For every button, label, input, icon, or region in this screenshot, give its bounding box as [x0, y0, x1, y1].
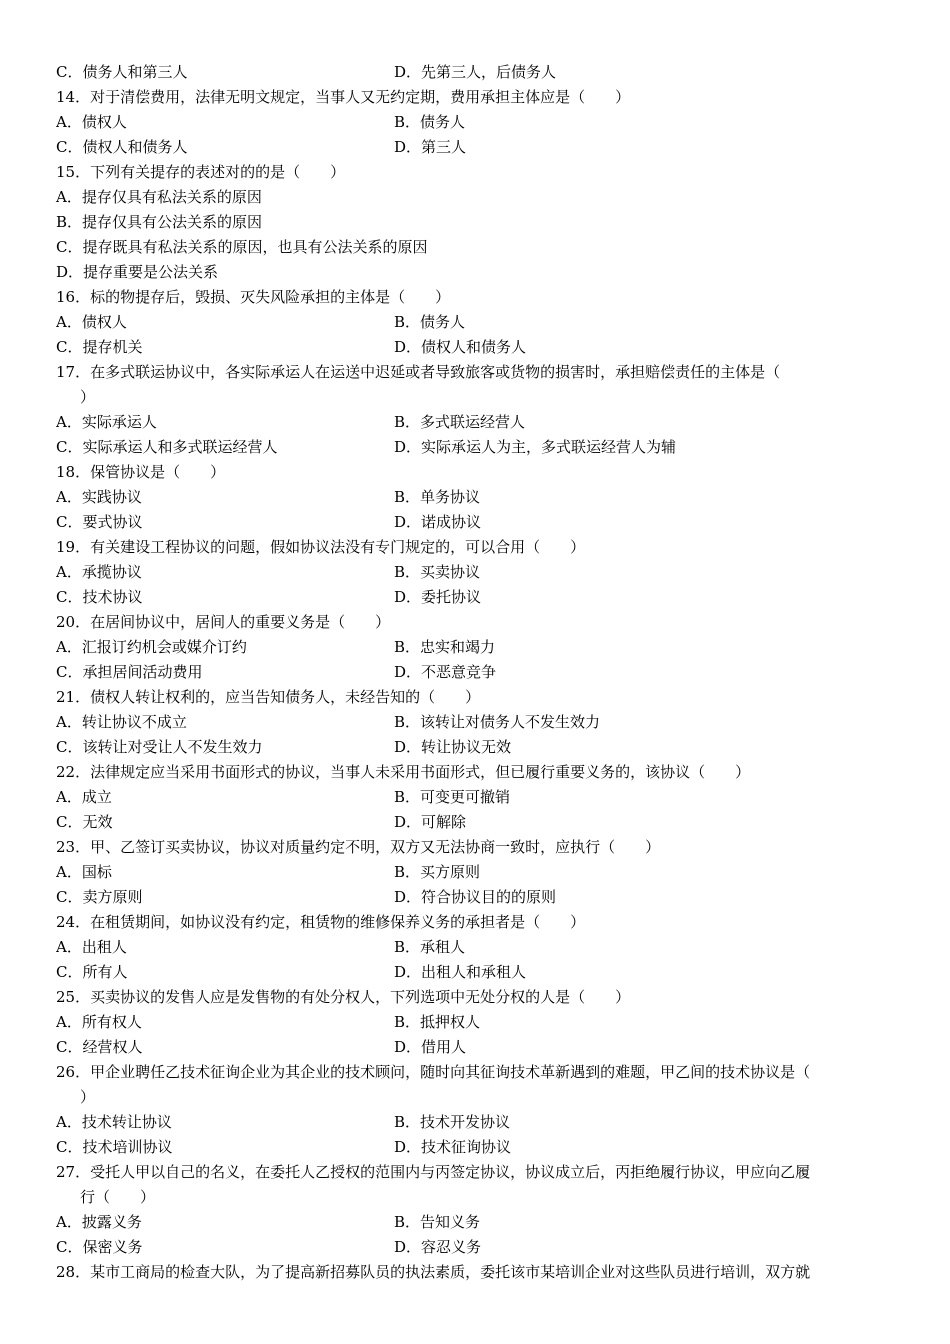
option-left: A．承揽协议 — [56, 563, 142, 581]
options-row — [56, 660, 896, 685]
question-continuation: ） — [80, 388, 96, 406]
options-row — [56, 935, 896, 960]
option-right: D．不恶意竞争 — [394, 663, 497, 681]
option-left: C．经营权人 — [56, 1038, 143, 1056]
question-text: 18．保管协议是（ ） — [56, 463, 226, 481]
options-row — [56, 135, 896, 160]
option-left: A．实际承运人 — [56, 413, 157, 431]
options-row — [56, 1035, 896, 1060]
question-text: 22．法律规定应当采用书面形式的协议，当事人未采用书面形式，但已履行重要义务的，该协议（ ） — [56, 763, 751, 781]
option-left: C．提存机关 — [56, 338, 143, 356]
question-text: 14．对于清偿费用，法律无明文规定，当事人又无约定期，费用承担主体应是（ ） — [56, 88, 631, 106]
option-right: D．债权人和债务人 — [394, 338, 527, 356]
options-row — [56, 1010, 896, 1035]
option-full: D．提存重要是公法关系 — [56, 263, 219, 281]
option-right: B．债务人 — [394, 113, 466, 131]
option-left: C．承担居间活动费用 — [56, 663, 203, 681]
option-right: B．多式联运经营人 — [394, 413, 526, 431]
exam-page — [56, 60, 896, 1285]
option-left: C．保密义务 — [56, 1238, 143, 1256]
question-text: 25．买卖协议的发售人应是发售物的有处分权人，下列选项中无处分权的人是（ ） — [56, 988, 631, 1006]
option-right: D．转让协议无效 — [394, 738, 512, 756]
option-right: D．诺成协议 — [394, 513, 482, 531]
option-right: B．抵押权人 — [394, 1013, 481, 1031]
question-text: 24．在租赁期间，如协议没有约定，租赁物的维修保养义务的承担者是（ ） — [56, 913, 586, 931]
options-row — [56, 810, 896, 835]
option-right: B．买方原则 — [394, 863, 481, 881]
options-row — [56, 885, 896, 910]
option-left: A．披露义务 — [56, 1213, 142, 1231]
option-left: A．实践协议 — [56, 488, 142, 506]
option-left: C．卖方原则 — [56, 888, 143, 906]
option-right: D．实际承运人为主，多式联运经营人为辅 — [394, 438, 677, 456]
option-left: C．所有人 — [56, 963, 128, 981]
option-left: C．无效 — [56, 813, 113, 831]
option-right: B．债务人 — [394, 313, 466, 331]
option-right: D．第三人 — [394, 138, 467, 156]
option-left: A．技术转让协议 — [56, 1113, 172, 1131]
options-row — [56, 110, 896, 135]
option-left: C．债务人和第三人 — [56, 63, 188, 81]
option-right: D．符合协议目的的原则 — [394, 888, 557, 906]
options-row — [56, 710, 896, 735]
option-left: A．成立 — [56, 788, 112, 806]
option-left: C．债权人和债务人 — [56, 138, 188, 156]
question-text: 16．标的物提存后，毁损、灭失风险承担的主体是（ ） — [56, 288, 451, 306]
option-left: C．实际承运人和多式联运经营人 — [56, 438, 278, 456]
options-row — [56, 860, 896, 885]
options-row — [56, 310, 896, 335]
options-row — [56, 410, 896, 435]
question-continuation: 行（ ） — [80, 1188, 156, 1206]
option-left: A．债权人 — [56, 313, 127, 331]
option-right: D．可解除 — [394, 813, 467, 831]
question-text: 26．甲企业聘任乙技术征询企业为其企业的技术顾问，随时向其征询技术革新遇到的难题，甲乙间的技术协议是（ — [56, 1063, 811, 1081]
option-right: D．容忍义务 — [394, 1238, 482, 1256]
option-right: D．先第三人，后债务人 — [394, 63, 557, 81]
option-right: B．告知义务 — [394, 1213, 481, 1231]
option-left: C．技术协议 — [56, 588, 143, 606]
options-row — [56, 60, 896, 85]
options-row — [56, 785, 896, 810]
options-row — [56, 1210, 896, 1235]
options-row — [56, 560, 896, 585]
question-text: 21．债权人转让权利的，应当告知债务人，未经告知的（ ） — [56, 688, 481, 706]
option-right: B．忠实和竭力 — [394, 638, 496, 656]
question-text: 20．在居间协议中，居间人的重要义务是（ ） — [56, 613, 391, 631]
question-text: 17．在多式联运协议中，各实际承运人在运送中迟延或者导致旅客或货物的损害时，承担赔偿责任的主体是（ — [56, 363, 781, 381]
option-full: C．提存既具有私法关系的原因，也具有公法关系的原因 — [56, 238, 428, 256]
options-row — [56, 1135, 896, 1160]
option-right: D．借用人 — [394, 1038, 467, 1056]
option-left: C．要式协议 — [56, 513, 143, 531]
question-text: 28．某市工商局的检查大队，为了提高新招募队员的执法素质，委托该市某培训企业对这些队员进行培训，双方就 — [56, 1263, 811, 1281]
option-left: A．所有权人 — [56, 1013, 142, 1031]
options-row — [56, 435, 896, 460]
option-left: A．国标 — [56, 863, 112, 881]
option-right: B．技术开发协议 — [394, 1113, 511, 1131]
options-row — [56, 960, 896, 985]
question-text: 15．下列有关提存的表述对的的是（ ） — [56, 163, 346, 181]
option-left: A．转让协议不成立 — [56, 713, 187, 731]
option-left: A．债权人 — [56, 113, 127, 131]
option-right: B．承租人 — [394, 938, 466, 956]
option-left: C．技术培训协议 — [56, 1138, 173, 1156]
options-row — [56, 1110, 896, 1135]
option-right: D．技术征询协议 — [394, 1138, 512, 1156]
question-text: 19．有关建设工程协议的问题，假如协议法没有专门规定的，可以合用（ ） — [56, 538, 586, 556]
options-row — [56, 485, 896, 510]
options-row — [56, 510, 896, 535]
option-right: B．可变更可撤销 — [394, 788, 511, 806]
option-right: B．单务协议 — [394, 488, 481, 506]
options-row — [56, 635, 896, 660]
question-text: 23．甲、乙签订买卖协议，协议对质量约定不明，双方又无法协商一致时，应执行（ ） — [56, 838, 661, 856]
question-text: 27．受托人甲以自己的名义，在委托人乙授权的范围内与丙签定协议，协议成立后，丙拒绝履行协议，甲应向乙履 — [56, 1163, 811, 1181]
question-continuation: ） — [80, 1088, 96, 1106]
options-row — [56, 1235, 896, 1260]
options-row — [56, 735, 896, 760]
options-row — [56, 335, 896, 360]
option-full: B．提存仅具有公法关系的原因 — [56, 213, 263, 231]
option-right: D．出租人和承租人 — [394, 963, 527, 981]
option-full: A．提存仅具有私法关系的原因 — [56, 188, 262, 206]
option-right: B．该转让对债务人不发生效力 — [394, 713, 601, 731]
option-right: B．买卖协议 — [394, 563, 481, 581]
option-left: C．该转让对受让人不发生效力 — [56, 738, 263, 756]
options-row — [56, 585, 896, 610]
option-right: D．委托协议 — [394, 588, 482, 606]
option-left: A．汇报订约机会或媒介订约 — [56, 638, 247, 656]
option-left: A．出租人 — [56, 938, 127, 956]
